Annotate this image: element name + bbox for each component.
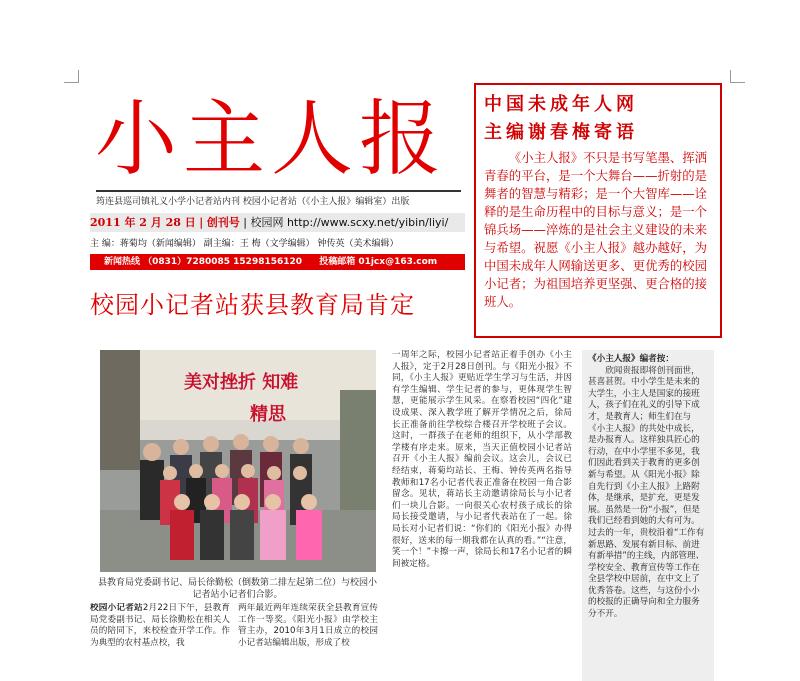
message-box: [474, 83, 722, 338]
news-hotline: 新闻热线 （0831）7280085 15298156120: [104, 257, 303, 267]
website: 校园网 http://www.scxy.net/yibin/liyi/: [250, 216, 449, 229]
editors-line: 主 编：蒋菊均（新闻编辑） 副主编：王 梅（文学编辑） 钟传英（美术编辑）: [90, 239, 399, 249]
article-text-2: 两年最近两年连续荣获全县教育宣传工作一等奖。《阳光小报》由学校主管主办，2010年3月1日成立的校园小记者站编辑出版，形成了校: [238, 603, 378, 648]
message-body: 《小主人报》不只是书写笔墨、挥洒青春的平台，是一个大舞台——折射的是舞者的智慧与精彩；是一个大智库——诠释的是生命历程中的目标与意义；是一个锦兵场——淬炼的是社会主义建设的未来与希望。祝愿《小主人报》越办越好，为中国未成年人网输送更多、更优秀的校园小记者；为祖国培养更坚强、更合格的接班人。: [484, 150, 708, 309]
contact-bar: [90, 254, 465, 270]
message-title-1: 中国未成年人网: [484, 94, 638, 115]
editor-note-sidebar: [582, 350, 714, 681]
article-column-3: [392, 350, 572, 681]
article-text-1: 2月22日下午，县教育局党委副书记、局长徐勤松在相关人员的陪同下，来校检查开学工作。作为典型的农村基点校，我: [90, 603, 230, 648]
article-column-2: [238, 603, 378, 681]
editor-note-title: 《小主人报》编者按：: [588, 354, 674, 364]
masthead-title: 小主人报: [95, 92, 448, 187]
submission-email: 投稿邮箱 01jcx@163.com: [319, 257, 438, 267]
banner-text: 美对挫折 知难: [184, 372, 299, 393]
message-title-2: 主编谢春梅寄语: [484, 122, 638, 143]
article-column-1: [90, 603, 230, 681]
crop-mark-right: [730, 70, 745, 83]
article-text-3: 一周年之际，校园小记者站正着手创办《小主人报》，定于2月28日创刊。与《阳光小报》不同，《小主人报》更贴近学生学习与生活，并因有学生编辑、学生记者的参与，更体现学生智慧，更能展示学生风采。在察看校园“四化”建设成果、深入教学班了解开学情况之后，徐局长正准备前往学校综合楼召开学校班子会议。这时，一群孩子在老师的组织下，从小学部教学楼有序走来。原来，当天正值校园小记者站召开《小主人报》编前会议。这会儿，会议已经结束，蒋菊均站长、王梅、钟传英两名指导教师和17名小记者代表正准备在校园一角合影留念。见状，蒋站长主动邀请徐局长与小记者们一块儿合影。一向很关心农村孩子成长的徐局长接受邀请，与小记者代表站在了一起。徐局长对小记者们说：“你们的《阳光小报》办得很好，送来的每一期我都在认真的看。”“注意，笑一个！”卡擦一声，徐局长和17名小记者的瞬间被定格。: [392, 350, 572, 569]
publication-info: 筠连县巡司镇礼义小学小记者站内刊 校园小记者站（《小主人报》编辑室）出版: [96, 190, 461, 207]
issue-number: 创刊号: [206, 216, 240, 229]
article-lead: 校园小记者站: [90, 603, 143, 613]
group-photo: [100, 350, 376, 572]
issue-date: 2011 年 2 月 28 日: [90, 216, 196, 229]
banner-text-2: 精思: [250, 404, 286, 425]
editor-note-body: 欣闻贵报即将创刊面世，甚喜甚贺。中小学生是未来的大学生，小主人是国家的接班人，孩子们在礼义的引导下成才，是教育人；师生们在与《小主人报》的共处中成长，是办报育人。这样独具匠心的行动，在中小学里不多见，我们因此看到关于教育的更多创新与希望。从《阳光小报》除自先行到《小主人报》上路附体，是继承，是扩充，更是发展。虽然是一份“小报”，但是我们已经看到她的大有可为。过去的一年，贵校沿着“工作有新思路、发展有新目标、前进有新举措”的主线，内部管理、学校安全、教育宣传等工作在全县学校中居前，在中文上了优秀答卷。这些，与这份小小的校报的正确导向和全力服务分不开。: [588, 365, 705, 620]
dateline: 2011 年 2 月 28 日 | 创刊号 | 校园网 http://www.scxy.net/yibin/liyi/: [90, 213, 465, 232]
photo-caption: 县教育局党委副书记、局长徐勤松（倒数第二排左起第二位）与校园小记者站小记者们合影。: [97, 578, 377, 600]
crop-mark-left: [64, 70, 79, 83]
article-headline: 校园小记者站获县教育局肯定: [90, 291, 415, 319]
